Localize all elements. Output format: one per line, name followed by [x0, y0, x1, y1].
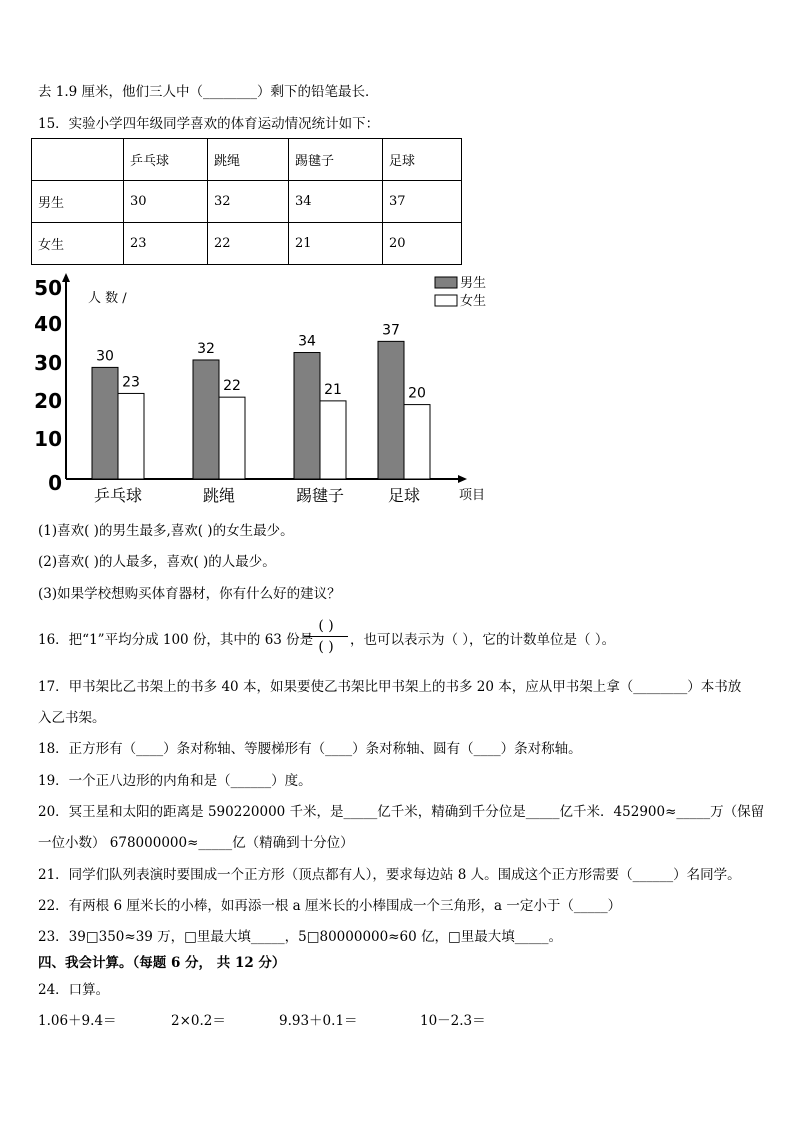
table-row [32, 223, 462, 265]
legend-swatch [435, 295, 457, 306]
y-tick-label: 10 [34, 427, 62, 451]
table-header-row [32, 139, 462, 181]
y-tick-label: 30 [34, 351, 62, 375]
q15-sub1: (1)喜欢( )的男生最多,喜欢( )的女生最少。 [38, 523, 294, 539]
data-label: 37 [382, 322, 400, 339]
q16-after: ，也可以表示为（ ），它的计数单位是（ ）。 [350, 632, 616, 648]
data-label: 21 [324, 381, 342, 398]
bar [118, 393, 144, 479]
q20-line2: 一位小数） 678000000≈_____亿（精确到十分位） [38, 835, 354, 851]
q24: 24．口算。 [38, 982, 110, 998]
table-row [32, 181, 462, 223]
y-tick-label: 40 [34, 312, 62, 336]
table-cell: 20 [383, 223, 462, 265]
legend-label: 女生 [460, 294, 487, 309]
table-cell: 男生 [32, 181, 124, 223]
q21: 21．同学们队列表演时要围成一个正方形（顶点都有人），要求每边站 8 人。围成这个正方形需要（______）名同学。 [38, 867, 741, 883]
fraction-bar [304, 636, 348, 637]
q17-line2: 入乙书架。 [38, 710, 106, 726]
table-cell [32, 139, 124, 181]
data-label: 32 [197, 340, 215, 357]
table-cell: 踢毽子 [289, 139, 383, 181]
table-cell: 30 [124, 181, 208, 223]
table-cell: 37 [383, 181, 462, 223]
q18: 18．正方形有（____）条对称轴、等腰梯形有（____）条对称轴、圆有（____）条对称轴。 [38, 741, 582, 757]
data-label: 30 [96, 348, 114, 365]
table-cell: 足球 [383, 139, 462, 181]
x-tick-label: 跳绳 [202, 486, 236, 505]
calc-item: 10－2.3＝ [420, 1013, 486, 1029]
bar [193, 360, 219, 479]
table-cell: 32 [208, 181, 289, 223]
data-label: 34 [298, 333, 316, 350]
table-cell: 34 [289, 181, 383, 223]
data-label: 22 [223, 378, 241, 395]
legend-label: 男生 [460, 276, 487, 291]
x-tick-label: 踢毽子 [295, 486, 345, 505]
stats-table [31, 138, 462, 265]
q19: 19．一个正八边形的内角和是（______）度。 [38, 773, 312, 789]
bar [219, 397, 245, 479]
table-cell: 跳绳 [208, 139, 289, 181]
bar [294, 353, 320, 479]
bar [404, 405, 430, 479]
q23: 23．39□350≈39 万，□里最大填_____，5□80000000≈60 亿，□里最大填_____。 [38, 929, 563, 945]
y-tick-label: 50 [34, 276, 62, 300]
x-axis-arrow [458, 475, 467, 483]
q16-before: 16．把“1”平均分成 100 份，其中的 63 份是 [38, 632, 314, 648]
x-tick-label: 乒乓球 [93, 486, 143, 505]
bar-chart [30, 268, 500, 510]
calc-item: 9.93＋0.1＝ [279, 1013, 358, 1029]
table-cell: 女生 [32, 223, 124, 265]
data-label: 20 [408, 385, 426, 402]
table-cell: 乒乓球 [124, 139, 208, 181]
table-cell: 21 [289, 223, 383, 265]
fraction-numerator: ( ) [318, 618, 334, 634]
y-axis-arrow [62, 273, 70, 282]
q15-sub2: (2)喜欢( )的人最多，喜欢( )的人最少。 [38, 554, 276, 570]
q16-fraction [304, 617, 348, 656]
bar [320, 401, 346, 479]
x-axis-label: 项目 [459, 488, 486, 503]
section-4-heading: 四、我会计算。（每题 6 分， 共 12 分） [38, 955, 286, 971]
x-tick-label: 足球 [387, 486, 421, 505]
q22: 22．有两根 6 厘米长的小棒，如再添一根 a 厘米长的小棒围成一个三角形，a 一定小于（_____） [38, 898, 622, 914]
q14-tail: 去 1.9 厘米，他们三人中（________）剩下的铅笔最长． [38, 84, 379, 100]
table-cell: 23 [124, 223, 208, 265]
q15-sub3: (3)如果学校想购买体育器材，你有什么好的建议？ [38, 586, 341, 602]
y-axis-label: 人 数 / [88, 291, 127, 306]
calc-item: 2×0.2＝ [171, 1013, 226, 1029]
q20-line1: 20．冥王星和太阳的距离是 590220000 千米，是_____亿千米，精确到千分位是_____亿千米．452900≈_____万（保留 [38, 804, 765, 820]
bar [92, 367, 118, 479]
fraction-denominator: ( ) [318, 639, 334, 655]
legend-swatch [435, 277, 457, 288]
q15-title: 15．实验小学四年级同学喜欢的体育运动情况统计如下： [38, 116, 380, 132]
y-tick-label: 20 [34, 389, 62, 413]
data-label: 23 [122, 374, 140, 391]
bar [378, 341, 404, 479]
y-tick-label: 0 [48, 471, 62, 495]
table-cell: 22 [208, 223, 289, 265]
calc-item: 1.06＋9.4＝ [38, 1013, 117, 1029]
q17-line1: 17．甲书架比乙书架上的书多 40 本，如果要使乙书架比甲书架上的书多 20 本，应从甲书架上拿（________）本书放 [38, 679, 742, 695]
